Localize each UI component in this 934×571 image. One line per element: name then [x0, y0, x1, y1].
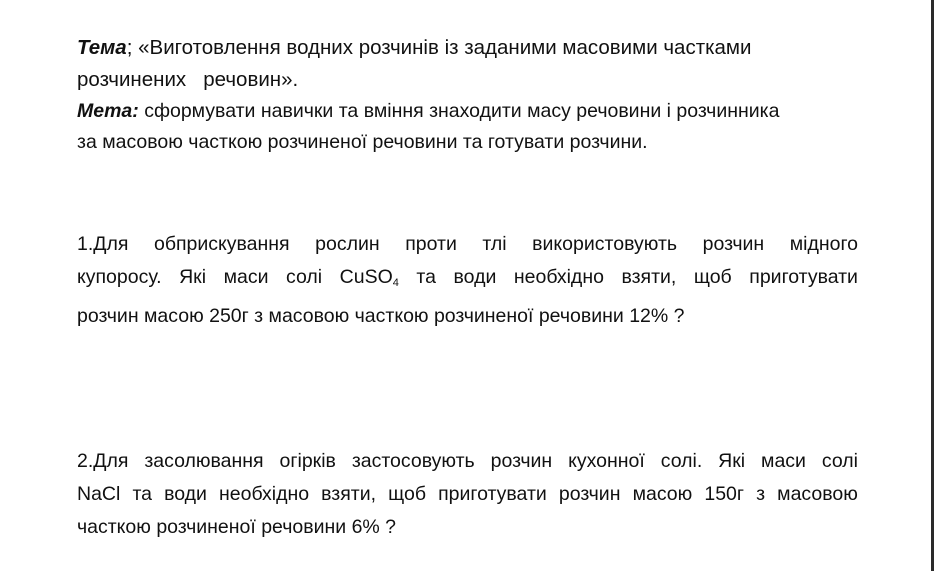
task-2-word: 150г: [704, 483, 745, 505]
task-1-word: рослин: [315, 233, 380, 255]
topic-label: Тема: [77, 36, 127, 59]
task-1-word: щоб: [693, 266, 732, 288]
task-2-text: часткою розчиненої речовини 6% ?: [77, 516, 397, 538]
formula-subscript: 4: [392, 277, 399, 289]
task-2-word: необхідно: [219, 483, 310, 505]
task-1-word: обприскування: [153, 233, 290, 255]
task-2-word: розчин: [558, 483, 621, 505]
task-1-line-2: [77, 261, 858, 300]
task-2-word: взяти,: [321, 483, 377, 505]
task-2-word: розчин: [490, 450, 553, 472]
task-2-word: приготувати: [438, 483, 547, 505]
task-1-line-3: [77, 300, 858, 333]
document-header: [77, 32, 867, 158]
task-2-word: солі.: [660, 450, 703, 472]
task-2-line-3: [77, 511, 858, 544]
task-2-word: води: [164, 483, 207, 505]
task-1-word: проти: [405, 233, 457, 255]
topic-text-1: «Виготовлення водних розчинів із заданими масовими частками: [132, 36, 752, 59]
task-1-text: розчин масою 250г з масовою часткою розчиненої речовини 12% ?: [77, 305, 685, 327]
task-1-word: мідного: [789, 233, 858, 255]
task-1-word: необхідно: [513, 266, 604, 288]
formula-base: CuSO: [339, 266, 393, 288]
topic-line-1: [77, 32, 867, 64]
task-2-word: масовою: [777, 483, 858, 505]
task-1-word: Які: [179, 266, 207, 288]
task-2-word: з: [756, 483, 766, 505]
task-1-word: солі: [286, 266, 323, 288]
task-2-word: NaCl: [77, 483, 121, 505]
topic-line-2: розчинених речовин».: [77, 68, 299, 91]
task-2: [77, 445, 858, 544]
task-2-word: огірків: [279, 450, 336, 472]
topic-separator: ;: [126, 36, 133, 59]
goal-label: Мета:: [77, 100, 139, 122]
task-1-word: приготувати: [749, 266, 858, 288]
task-2-word: Які: [718, 450, 746, 472]
task-1: [77, 228, 858, 333]
task-1-word: та: [416, 266, 436, 288]
goal-text-1: сформувати навички та вміння знаходити масу речовини і розчинника: [138, 100, 780, 122]
task-1-word: маси: [223, 266, 269, 288]
task-1-word: тлі: [482, 233, 507, 255]
task-1-word: купоросу.: [77, 266, 162, 288]
task-2-word: засолювання: [144, 450, 264, 472]
task-2-word: застосовують: [351, 450, 475, 472]
task-2-word: щоб: [388, 483, 426, 505]
task-2-word: та: [132, 483, 152, 505]
goal-line-1: [77, 96, 867, 127]
task-2-word: солі: [821, 450, 858, 472]
task-2-word: 2.Для: [77, 450, 129, 472]
task-1-word: води: [453, 266, 497, 288]
task-2-word: масою: [632, 483, 693, 505]
task-2-word: кухонної: [568, 450, 645, 472]
task-2-line-1: [77, 445, 858, 478]
copper-sulfate-formula: [340, 261, 399, 300]
task-1-word: розчин: [702, 233, 765, 255]
task-2-line-2: [77, 478, 858, 511]
task-1-word: взяти,: [621, 266, 677, 288]
task-2-word: маси: [761, 450, 806, 472]
task-1-line-1: [77, 228, 858, 261]
task-1-word: 1.Для: [77, 233, 129, 255]
goal-line-2: за масовою часткою розчиненої речовини та готувати розчини.: [77, 131, 648, 153]
task-1-word: використовують: [532, 233, 678, 255]
